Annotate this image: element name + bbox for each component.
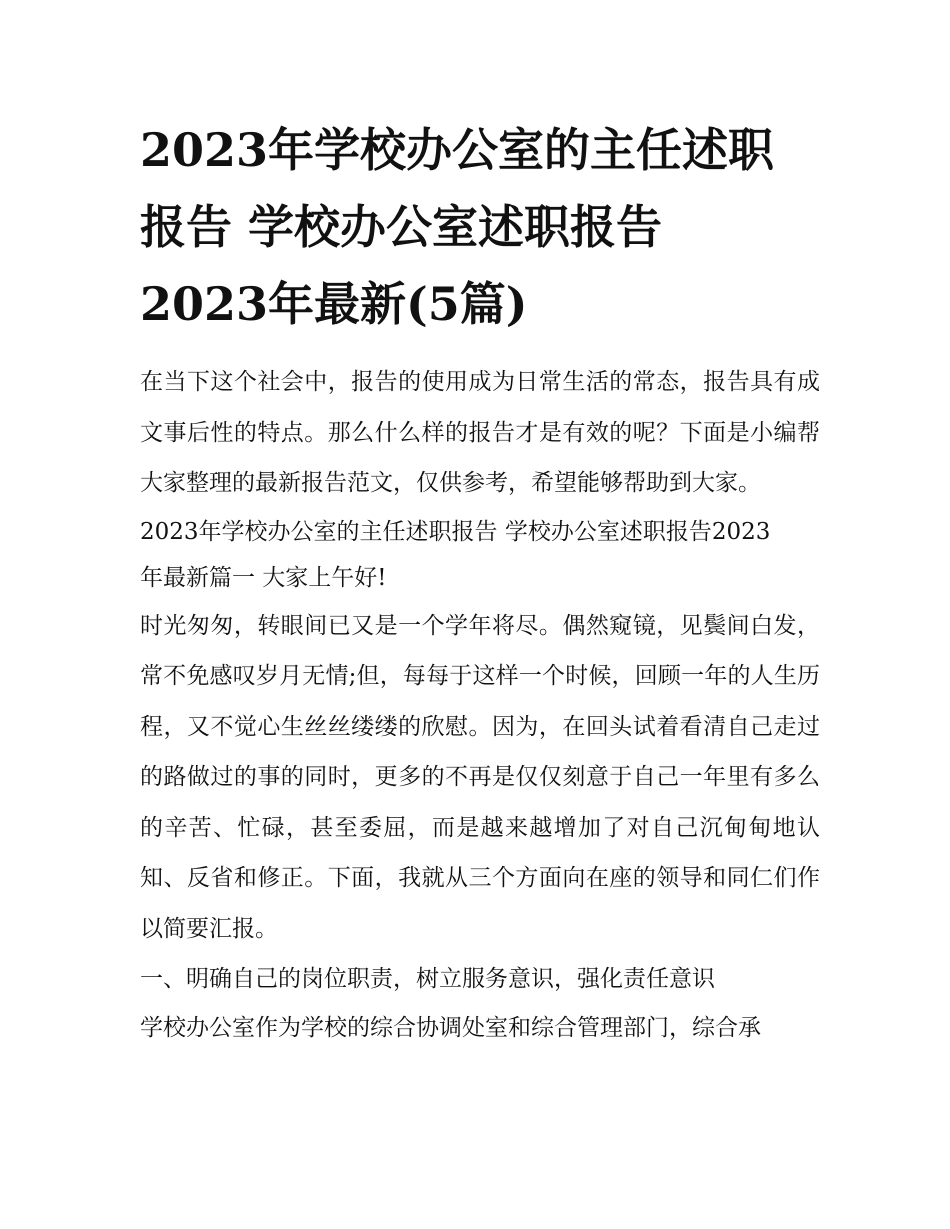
body-paragraph-1: 时光匆匆，转眼间已又是一个学年将尽。偶然窥镜，见鬓间白发，常不免感叹岁月无情;但，每每于这样一个时候，回顾一年的人生历程，又不觉心生丝丝缕缕的欣慰。因为，在回头试着看清自己走过的路做过的事的同时，更多的不再是仅仅刻意于自己一年里有多么的辛苦、忙碌，甚至委屈，而是越来越增加了对自己沉甸甸地认知、反省和修正。下面，我就从三个方面向在座的领导和同仁们作以简要汇报。: [140, 612, 820, 942]
body-paragraph-2: 学校办公室作为学校的综合协调处室和综合管理部门，综合承: [140, 1014, 761, 1041]
subtitle-line-2: 年最新篇一 大家上午好!: [140, 564, 387, 591]
document-body: [140, 357, 820, 1051]
title-line-2: 报告 学校办公室述职报告: [140, 200, 663, 254]
document-page: [140, 112, 820, 1051]
subtitle-line-1: 2023年学校办公室的主任述职报告 学校办公室述职报告2023: [140, 518, 771, 545]
section-heading-1: 一、明确自己的岗位职责，树立服务意识，强化责任意识: [140, 966, 715, 992]
title-line-3: 2023年最新(5篇): [140, 277, 528, 331]
document-title: [140, 112, 820, 343]
title-line-1: 2023年学校办公室的主任述职: [140, 123, 775, 177]
intro-paragraph: 在当下这个社会中，报告的使用成为日常生活的常态，报告具有成文事后性的特点。那么什么样的报告才是有效的呢？下面是小编帮大家整理的最新报告范文，仅供参考，希望能够帮助到大家。: [140, 369, 820, 496]
